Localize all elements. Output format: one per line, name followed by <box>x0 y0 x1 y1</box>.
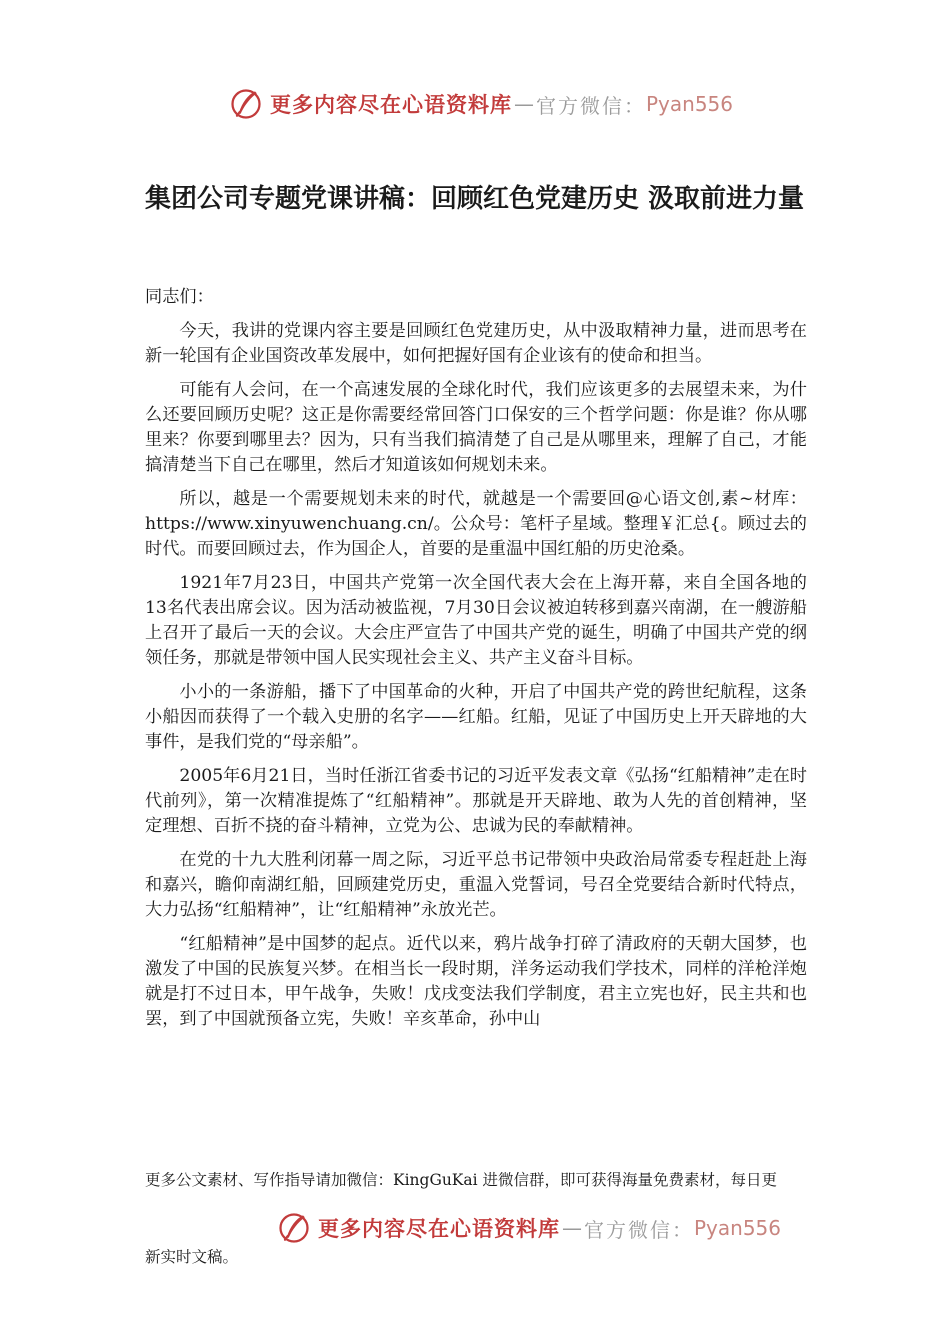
footer-note-line1: 更多公文素材、写作指导请加微信：KingGuKai 进微信群，即可获得海量免费素材，每日更 <box>145 1171 778 1189</box>
document-title: 集团公司专题党课讲稿：回顾红色党建历史 汲取前进力量 <box>145 184 805 214</box>
paragraph-1: 今天，我讲的党课内容主要是回顾红色党建历史，从中汲取精神力量，进而思考在新一轮国有企业国资改革发展中，如何把握好国有企业该有的使命和担当。 <box>145 321 807 366</box>
paragraph-6: 2005年6月21日，当时任浙江省委书记的习近平发表文章《弘扬“红船精神”走在时代前列》，第一次精准提炼了“红船精神”。那就是开天辟地、敢为人先的首创精神，坚定理想、百折不挠的奋斗精神，立党为公、忠诚为民的奉献精神。 <box>145 766 807 836</box>
paragraph-5: 小小的一条游船，播下了中国革命的火种，开启了中国共产党的跨世纪航程，这条小船因而获得了一个载入史册的名字——红船。红船，见证了中国历史上开天辟地的大事件，是我们党的“母亲船”。 <box>145 682 807 752</box>
footer-banner-official-label: 官方微信： <box>584 1217 694 1242</box>
footer-note-line2: 新实时文稿。 <box>145 1248 239 1266</box>
footer-banner <box>276 1210 781 1246</box>
banner-separator: — <box>514 92 534 116</box>
paragraph-7: 在党的十九大胜利闭幕一周之际，习近平总书记带领中央政治局常委专程赶赴上海和嘉兴，瞻仰南湖红船，回顾建党历史，重温入党誓词，号召全党要结合新时代特点，大力弘扬“红船精神”，让“红船精神”永放光芒。 <box>145 850 807 920</box>
header-banner <box>228 86 733 122</box>
salutation: 同志们： <box>145 287 214 307</box>
banner-official-label: 官方微信： <box>536 93 646 118</box>
footer-banner-brand-text: 更多内容尽在心语资料库 <box>318 1216 560 1241</box>
document-body <box>145 285 807 1147</box>
paragraph-4: 1921年7月23日，中国共产党第一次全国代表大会在上海开幕，来自全国各地的13名代表出席会议。因为活动被监视，7月30日会议被迫转移到嘉兴南湖，在一艘游船上召开了最后一天的会议。大会庄严宣告了中国共产党的诞生，明确了中国共产党的纲领任务，那就是带领中国人民实现社会主义、共产主义奋斗目标。 <box>145 573 807 668</box>
paragraph-8: “红船精神”是中国梦的起点。近代以来，鸦片战争打碎了清政府的天朝大国梦，也激发了中国的民族复兴梦。在相当长一段时期，洋务运动我们学技术，同样的洋枪洋炮就是打不过日本，甲午战争，失败！戊戌变法我们学制度，君主立宪也好，民主共和也罢，到了中国就预备立宪，失败！辛亥革命，孙中山 <box>145 934 807 1029</box>
footer-banner-wechat-id: Pyan556 <box>694 1216 782 1240</box>
banner-wechat-id: Pyan556 <box>646 92 734 116</box>
footer-banner-separator: — <box>562 1216 582 1240</box>
paragraph-3: 所以，越是一个需要规划未来的时代，就越是一个需要回@心语文创,素~材库：https://www.xinyuwenchuang.cn/。公众号：笔杆子星域。整理￥汇总{。顾过去的时代。而要回顾过去，作为国企人，首要的是重温中国红船的历史沧桑。 <box>145 489 807 559</box>
quill-pen-logo-icon <box>276 1210 312 1246</box>
quill-pen-logo-icon <box>228 86 264 122</box>
paragraph-2: 可能有人会问，在一个高速发展的全球化时代，我们应该更多的去展望未来，为什么还要回顾历史呢？这正是你需要经常回答门口保安的三个哲学问题：你是谁？你从哪里来？你要到哪里去？因为，只有当我们搞清楚了自己是从哪里来，理解了自己，才能搞清楚当下自己在哪里，然后才知道该如何规划未来。 <box>145 380 807 475</box>
banner-brand-text: 更多内容尽在心语资料库 <box>270 92 512 117</box>
